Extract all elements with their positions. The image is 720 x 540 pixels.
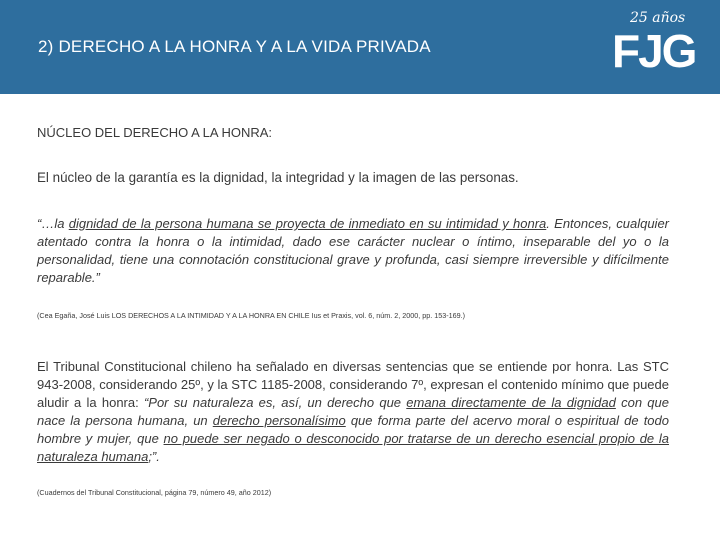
tribunal-underline-1: emana directamente de la dignidad: [406, 395, 616, 410]
tribunal-underline-3: no puede ser negado o desconocido por tratarse de un derecho esencial propio de la naturaleza humana: [37, 431, 669, 464]
tribunal-underline-2: derecho personalísimo: [212, 413, 346, 428]
tribunal-quote-3: que forma parte del acervo moral o espiritual de todo hombre y mujer, que: [37, 413, 669, 446]
tribunal-quote-1: “Por su naturaleza es, así, un derecho que: [143, 395, 407, 410]
doctrine-quote: [37, 215, 669, 287]
logo-anniversary-text: 25 años: [630, 10, 686, 26]
fjg-logo: [606, 8, 696, 88]
citation-tribunal: (Cuadernos del Tribunal Constitucional, página 79, número 49, año 2012): [37, 488, 272, 497]
section-heading: NÚCLEO DEL DERECHO A LA HONRA:: [37, 125, 273, 140]
quote-rest: . Entonces, cualquier atentado contra la honra o la intimidad, dado ese carácter nuclear o íntimo, inseparable del yo o la personalidad, tiene una connotación constitucional grave y profunda, casi siempre irreversible y difícilmente reparable.”: [37, 216, 669, 285]
tribunal-paragraph: [37, 358, 669, 466]
tribunal-quote-4: ;”.: [148, 449, 160, 464]
logo-mark: FJG: [612, 25, 696, 77]
slide-content: [37, 125, 669, 497]
tribunal-quote-2: con que nace la persona humana, un: [37, 395, 669, 428]
quote-underlined: dignidad de la persona humana se proyecta de inmediato en su intimidad y honra: [68, 216, 547, 231]
tribunal-plain: El Tribunal Constitucional chileno ha señalado en diversas sentencias que se entiende por honra. Las STC 943-2008, considerando 25º, y la STC 1185-2008, considerando 7º, expresan el contenido mínimo que puede aludir a la honra:: [37, 359, 669, 410]
citation-cea: (Cea Egaña, José Luis LOS DERECHOS A LA INTIMIDAD Y A LA HONRA EN CHILE Ius et Praxis, vol. 6, núm. 2, 2000, pp. 153-169.): [37, 311, 465, 320]
quote-lead: “…la: [37, 216, 69, 231]
intro-paragraph: El núcleo de la garantía es la dignidad, la integridad y la imagen de las personas.: [37, 170, 519, 185]
slide-title: 2) DERECHO A LA HONRA Y A LA VIDA PRIVADA: [38, 37, 431, 56]
header-bar: [0, 0, 720, 94]
